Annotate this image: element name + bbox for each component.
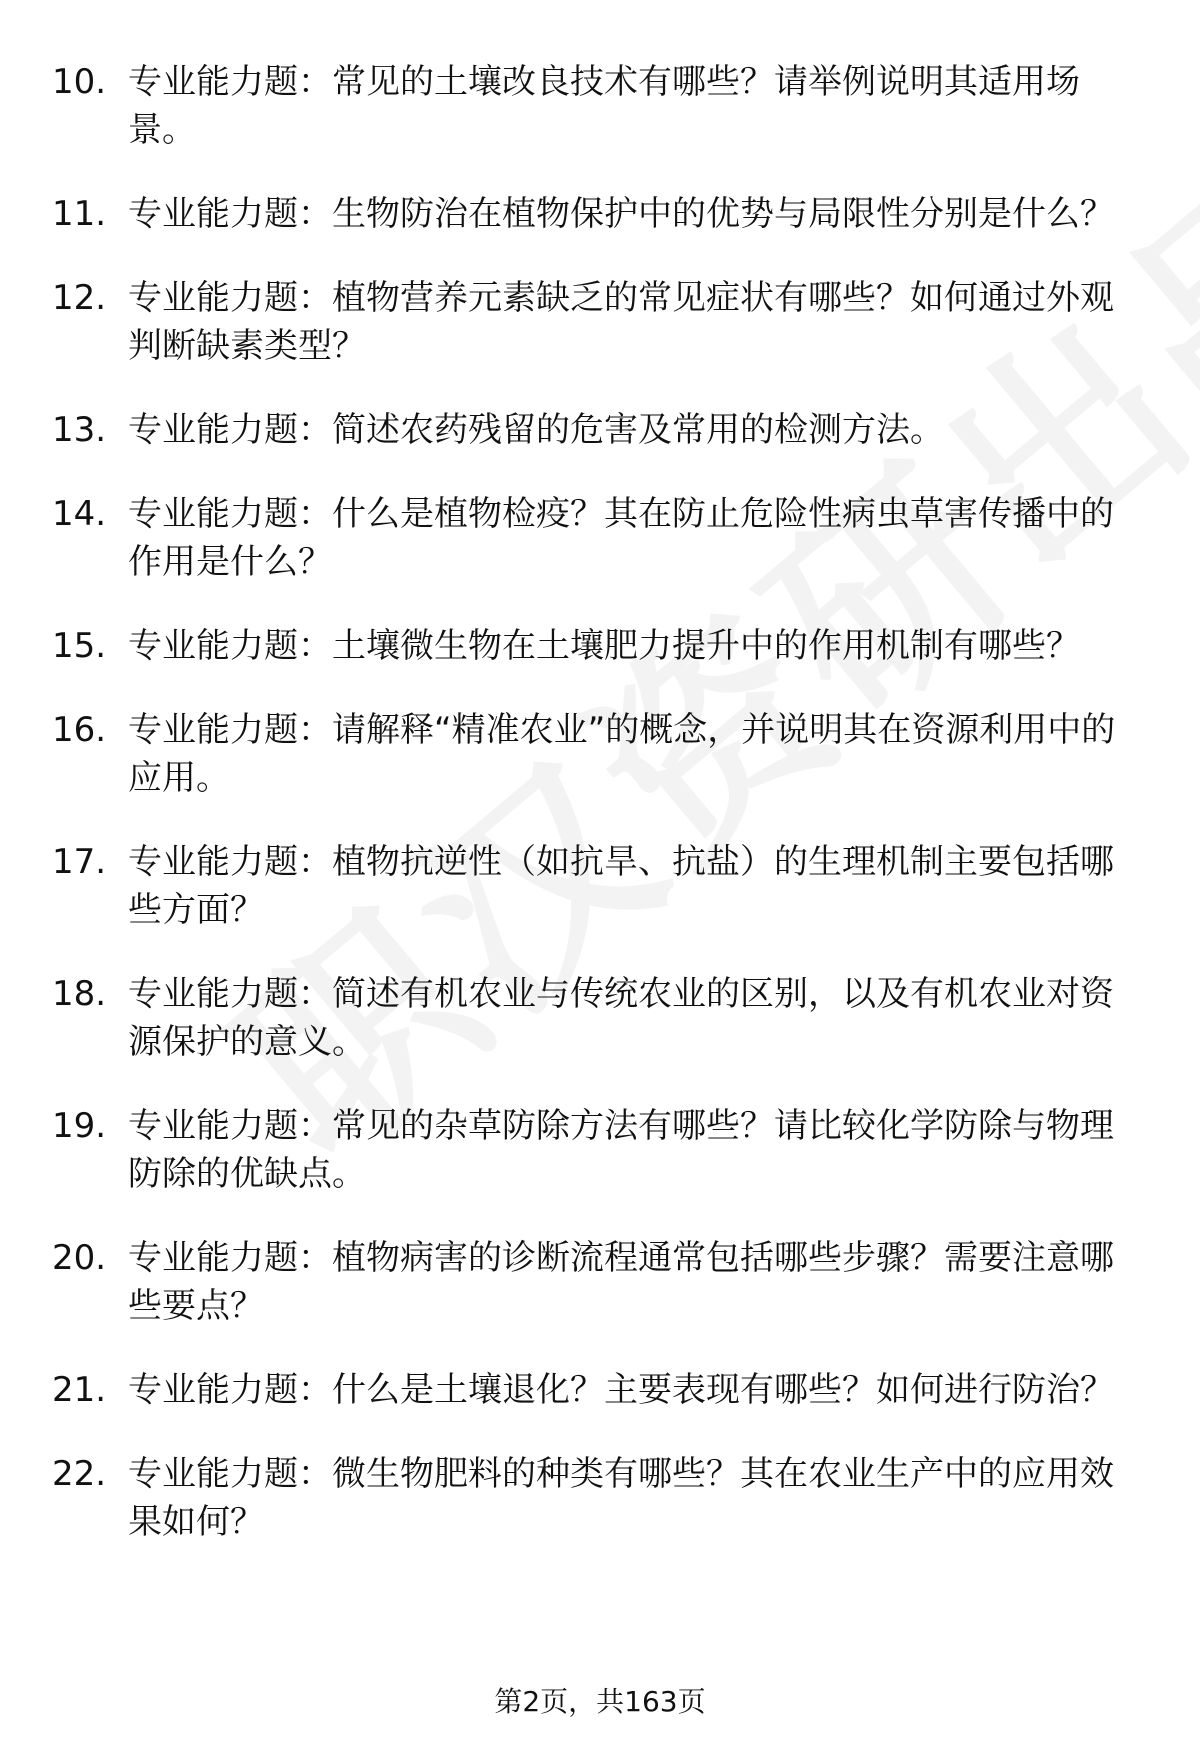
question-item bbox=[52, 838, 1142, 934]
question-number: 11. bbox=[52, 194, 107, 234]
question-number: 12. bbox=[52, 278, 107, 318]
question-number: 13. bbox=[52, 410, 107, 450]
question-number: 21. bbox=[52, 1370, 107, 1410]
question-text: 专业能力题：什么是土壤退化？主要表现有哪些？如何进行防治？ bbox=[128, 1370, 1114, 1410]
question-number: 20. bbox=[52, 1238, 107, 1278]
question-text: 专业能力题：植物抗逆性（如抗旱、抗盐）的生理机制主要包括哪些方面？ bbox=[128, 842, 1114, 930]
question-text: 专业能力题：土壤微生物在土壤肥力提升中的作用机制有哪些？ bbox=[128, 626, 1080, 666]
question-number: 19. bbox=[52, 1106, 107, 1146]
question-text: 专业能力题：简述有机农业与传统农业的区别，以及有机农业对资源保护的意义。 bbox=[128, 974, 1114, 1062]
question-item bbox=[52, 1102, 1142, 1198]
question-number: 18. bbox=[52, 974, 107, 1014]
question-item bbox=[52, 1234, 1142, 1330]
question-text: 专业能力题：微生物肥料的种类有哪些？其在农业生产中的应用效果如何？ bbox=[128, 1454, 1114, 1542]
question-item bbox=[52, 490, 1142, 586]
question-text: 专业能力题：常见的杂草防除方法有哪些？请比较化学防除与物理防除的优缺点。 bbox=[128, 1106, 1114, 1194]
question-number: 22. bbox=[52, 1454, 107, 1494]
question-item bbox=[52, 190, 1142, 238]
question-text: 专业能力题：简述农药残留的危害及常用的检测方法。 bbox=[128, 410, 944, 450]
question-item bbox=[52, 706, 1142, 802]
question-item bbox=[52, 58, 1142, 154]
question-text: 专业能力题：生物防治在植物保护中的优势与局限性分别是什么？ bbox=[128, 194, 1114, 234]
question-number: 15. bbox=[52, 626, 107, 666]
question-text: 专业能力题：植物营养元素缺乏的常见症状有哪些？如何通过外观判断缺素类型？ bbox=[128, 278, 1114, 366]
question-item bbox=[52, 1450, 1142, 1546]
question-item bbox=[52, 1366, 1142, 1414]
question-number: 14. bbox=[52, 494, 107, 534]
page-footer: 第2页，共163页 bbox=[494, 1685, 706, 1718]
question-number: 10. bbox=[52, 62, 107, 102]
question-text: 专业能力题：什么是植物检疫？其在防止危险性病虫草害传播中的作用是什么？ bbox=[128, 494, 1114, 582]
question-list bbox=[52, 58, 1142, 1582]
question-text: 专业能力题：植物病害的诊断流程通常包括哪些步骤？需要注意哪些要点？ bbox=[128, 1238, 1114, 1326]
question-number: 17. bbox=[52, 842, 107, 882]
question-number: 16. bbox=[52, 710, 107, 750]
question-text: 专业能力题：常见的土壤改良技术有哪些？请举例说明其适用场景。 bbox=[128, 62, 1080, 150]
question-item bbox=[52, 622, 1142, 670]
question-text: 专业能力题：请解释“精准农业”的概念，并说明其在资源利用中的应用。 bbox=[128, 710, 1116, 798]
question-item bbox=[52, 274, 1142, 370]
question-item bbox=[52, 970, 1142, 1066]
question-item bbox=[52, 406, 1142, 454]
